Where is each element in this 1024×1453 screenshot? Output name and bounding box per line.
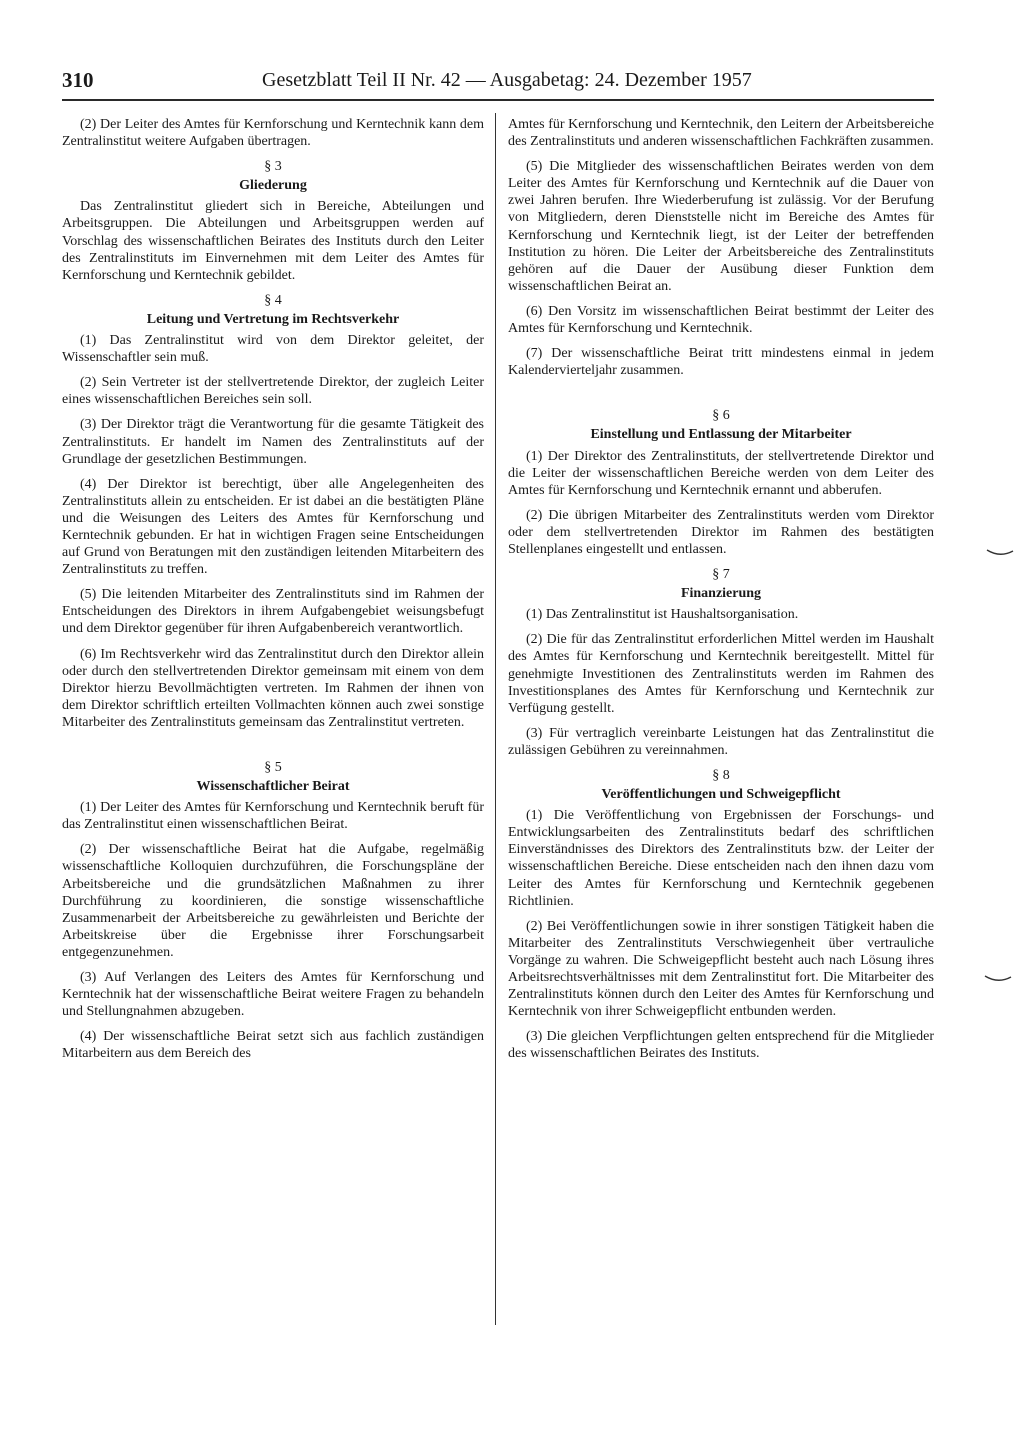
section-number: § 5: [264, 760, 282, 775]
paragraph: Das Zentralinstitut gliedert sich in Bereiche, Abteilungen und Arbeitsgruppen. Die Abteilungen und Arbeitsgruppen werden auf Vorschlag des wissenschaftlichen Beirates des Instituts durch den Leiter des Zentralinstituts im Einvernehmen mit dem Leiter des Amtes für Kernforschung und Kerntechnik gebildet.: [62, 199, 484, 283]
paragraph: (5) Die leitenden Mitarbeiter des Zentralinstituts sind im Rahmen der Entscheidungen des Direktors in ihrem Aufgabengebiet weisungsbefugt und dem Direktor gegenüber für ihren Aufgabenbereich verantwortlich.: [62, 587, 484, 637]
paragraph: (6) Den Vorsitz im wissenschaftlichen Beirat bestimmt der Leiter des Amtes für Kernforschung und Kerntechnik.: [508, 303, 934, 337]
paragraph: (3) Der Direktor trägt die Verantwortung für die gesamte Tätigkeit des Zentralinstituts. Er handelt im Namen des Zentralinstituts auf der Grundlage der gesetzlichen Bestimmungen.: [62, 417, 484, 467]
left-column: [62, 116, 484, 1071]
margin-mark-icon: [984, 974, 1012, 984]
paragraph: (2) Bei Veröffentlichungen sowie in ihrer sonstigen Tätigkeit haben die Mitarbeiter des Zentralinstituts Verschwiegenheit über vertrauliche Vorgänge zu wahren. Die Schweigepflicht besteht auch nach Lösung ihres Arbeitsrechtsverhältnisses mit dem Zentralinstitut fort. Die Mitarbeiter des Zentralinstituts können durch den Leiter des Amtes für Kernforschung und Kerntechnik von ihrer Schweigepflicht entbunden werden.: [508, 918, 934, 1020]
section-title: Veröffentlichungen und Schweigepflicht: [601, 787, 841, 803]
margin-mark-icon: [986, 548, 1014, 558]
paragraph: (1) Das Zentralinstitut ist Haushaltsorganisation.: [526, 607, 799, 623]
paragraph: (2) Die übrigen Mitarbeiter des Zentralinstituts werden vom Direktor oder dem stellvertretenden Direktor im Rahmen des bestätigten Stellenplanes eingestellt und entlassen.: [508, 507, 934, 557]
page-number: 310: [62, 68, 94, 92]
section-title: Wissenschaftlicher Beirat: [196, 779, 350, 795]
header-rule: [62, 99, 934, 101]
paragraph: (5) Die Mitglieder des wissenschaftlichen Beirates werden von dem Leiter des Amtes für Kernforschung und Kerntechnik auf die Dauer von zwei Jahren berufen. Ihre Wiederberufung ist zulässig. Vor der Berufung von Mitgliedern, deren Dienststelle nicht im Bereiche des Amtes für Kernforschung und Kerntechnik liegt, ist der Leiter der betreffenden Institution zu hören. Die Leiter der Arbeitsbereiche des Zentralinstituts gehören auf die Dauer der Ausübung dieser Funktion dem wissenschaftlichen Beirat an.: [508, 159, 934, 294]
paragraph: (3) Auf Verlangen des Leiters des Amtes für Kernforschung und Kerntechnik hat der wissenschaftliche Beirat weitere Fragen zu behandeln und Stellungnahmen abzugeben.: [62, 970, 484, 1020]
section-number: § 3: [264, 159, 282, 175]
paragraph: (3) Für vertraglich vereinbarte Leistungen hat das Zentralinstitut die zulässigen Gebühren zu vereinnahmen.: [508, 725, 934, 758]
section-title: Leitung und Vertretung im Rechtsverkehr: [146, 311, 400, 327]
section-number: § 6: [712, 408, 730, 424]
page-header-title: Gesetzblatt Teil II Nr. 42 — Ausgabetag: 24. Dezember 1957: [262, 69, 752, 91]
paragraph: (1) Die Veröffentlichung von Ergebnissen der Forschungs- und Entwicklungsarbeiten des Zentralinstituts bedarf des schriftlichen Einverständnisses des Direktors des Zentralinstituts bzw. der Leiter der wissenschaftlichen Bereiche. Diese entscheiden nach den ihnen dazu vom Leiter des Amtes für Kernforschung und Kerntechnik gegebenen Richtlinien.: [508, 808, 934, 909]
paragraph: (2) Sein Vertreter ist der stellvertretende Direktor, der zugleich Leiter eines wissenschaftlichen Bereiches sein soll.: [62, 375, 484, 408]
paragraph: (1) Das Zentralinstitut wird von dem Direktor geleitet, der Wissenschaftler sein muß.: [62, 333, 484, 366]
paragraph: (4) Der Direktor ist berechtigt, über alle Angelegenheiten des Zentralinstituts allein zu entscheiden. Er ist dabei an die bestätigten Pläne und die Weisungen des Leiters des Amtes für Kernforschung und Kerntechnik gebunden. Er hat in wichtigen Fragen seine Entscheidungen auf Grund von Beratungen mit den zuständigen leitenden Mitarbeitern des Zentralinstituts zu treffen.: [62, 476, 484, 578]
section-title: Einstellung und Entlassung der Mitarbeiter: [590, 427, 852, 443]
right-column: [508, 116, 934, 1071]
paragraph: (2) Der wissenschaftliche Beirat hat die Aufgabe, regelmäßig wissenschaftliche Kolloquien durchzuführen, die Forschungspläne der Arbeitsbereiche und die grundsätzlichen Maßnahmen zu ihrer Durchführung zu koordinieren, die sonstige wissenschaftliche Zusammenarbeit der Arbeitsbereiche zu gewährleisten und Berichte der Arbeitskreise über die Ergebnisse ihrer Forschungsarbeit entgegenzunehmen.: [62, 842, 484, 960]
section-number: § 7: [712, 567, 730, 583]
section-number: § 8: [712, 768, 730, 783]
paragraph: (4) Der wissenschaftliche Beirat setzt sich aus fachlich zuständigen Mitarbeitern aus dem Bereich des: [62, 1029, 484, 1062]
section-number: § 4: [264, 292, 282, 308]
paragraph: (1) Der Direktor des Zentralinstituts, der stellvertretende Direktor und die Leiter der wissenschaftlichen Bereiche werden von dem Leiter des Amtes für Kernforschung und Kerntechnik ernannt und abberufen.: [508, 448, 934, 498]
paragraph: (3) Die gleichen Verpflichtungen gelten entsprechend für die Mitglieder des wissenschaftlichen Beirates des Instituts.: [508, 1029, 934, 1062]
page-header: [62, 68, 934, 98]
paragraph: (7) Der wissenschaftliche Beirat tritt mindestens einmal in jedem Kalendervierteljahr zusammen.: [508, 346, 934, 379]
column-divider: [495, 113, 496, 1325]
paragraph: (2) Der Leiter des Amtes für Kernforschung und Kerntechnik kann dem Zentralinstitut weitere Aufgaben übertragen.: [62, 117, 484, 150]
paragraph: (2) Die für das Zentralinstitut erforderlichen Mittel werden im Haushalt des Amtes für Kernforschung und Kerntechnik bereitgestellt. Mittel für genehmigte Investitionen des Zentralinstituts werden im Rahmen des Investitionsplanes des Amtes für Kernforschung und Kerntechnik zur Verfügung gestellt.: [508, 632, 934, 716]
section-title: Gliederung: [239, 178, 307, 194]
section-title: Finanzierung: [680, 586, 762, 602]
paragraph: (1) Der Leiter des Amtes für Kernforschung und Kerntechnik beruft für das Zentralinstitut einen wissenschaftlichen Beirat.: [62, 800, 484, 833]
paragraph: Amtes für Kernforschung und Kerntechnik, den Leitern der Arbeitsbereiche des Zentralinstituts und anderen wissenschaftlichen Fachkräften zusammen.: [508, 117, 934, 150]
paragraph: (6) Im Rechtsverkehr wird das Zentralinstitut durch den Direktor allein oder durch den stellvertretenden Direktor gemeinsam mit einem von dem Direktor hierzu Bevollmächtigten vertreten. Im Rahmen der ihnen von dem Direktor schriftlich erteilten Vollmachten können auch zwei sonstige Mitarbeiter des Zentralinstituts gemeinsam das Zentralinstitut vertreten.: [62, 646, 484, 730]
